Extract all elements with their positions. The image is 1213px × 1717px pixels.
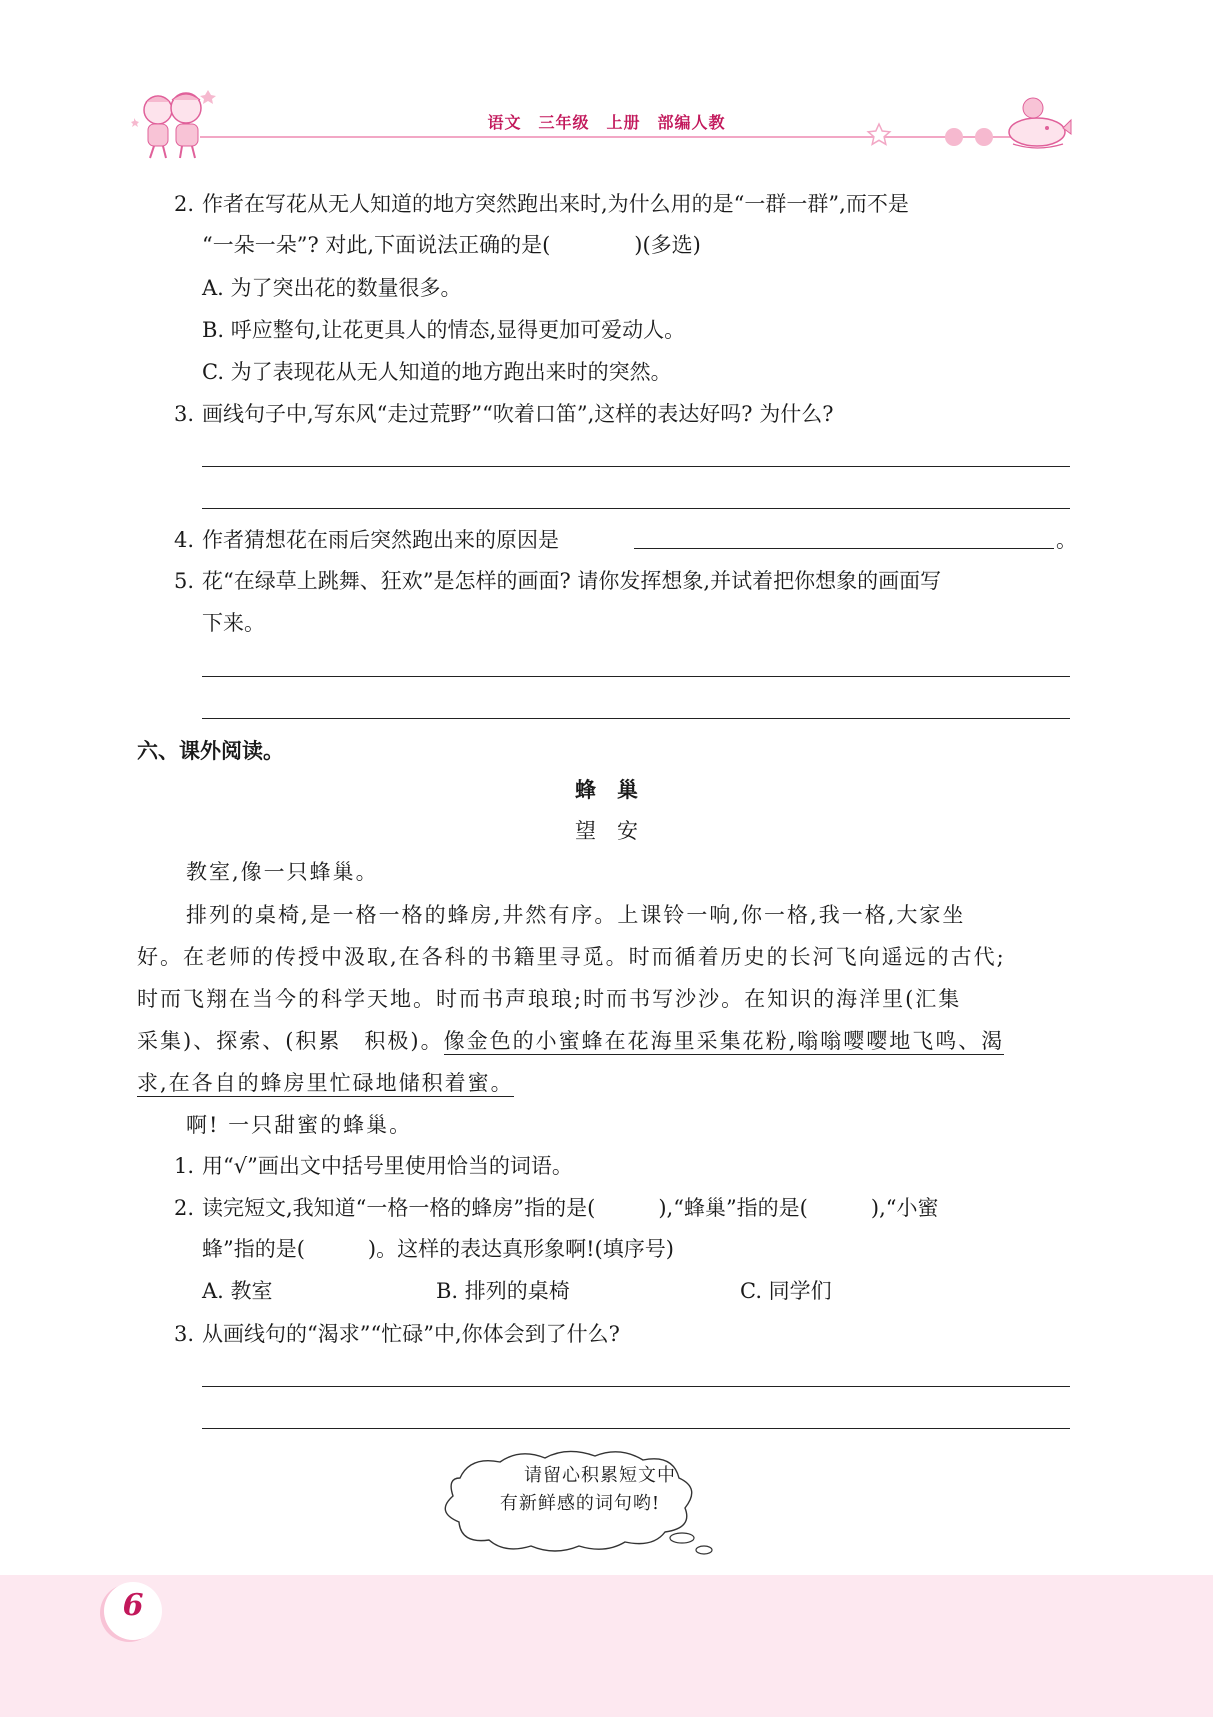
reading-question-1 <box>174 1151 573 1181</box>
question-text-cont: 蜂”指的是( )。这样的表达真形象啊!(填序号) <box>202 1237 674 1261</box>
tip-text <box>455 1462 705 1518</box>
underlined-sentence: 像金色的小蜜蜂在花海里采集花粉,嗡嗡嘤嘤地飞鸣、渴 <box>443 1029 1005 1053</box>
page-number: 6 <box>122 1588 144 1623</box>
reading-question-3 <box>174 1319 620 1349</box>
period-mark: 。 <box>1056 528 1077 552</box>
whale-illustration <box>1003 92 1073 152</box>
footer-band <box>0 1575 1213 1717</box>
question-text: 读完短文,我知道“一格一格的蜂房”指的是( ),“蜂巢”指的是( ),“小蜜 <box>202 1196 939 1220</box>
tip-line: 有新鲜感的词句哟! <box>499 1493 661 1514</box>
question-3 <box>174 399 834 429</box>
paragraph-2-cont: 时而飞翔在当今的科学天地。时而书声琅琅;时而书写沙沙。在知识的海洋里(汇集 <box>137 987 962 1011</box>
answer-line[interactable] <box>202 718 1070 719</box>
paragraph-2-cont: 好。在老师的传授中汲取,在各科的书籍里寻觅。时而循着历史的长河飞向遥远的古代; <box>137 945 1006 969</box>
answer-line[interactable] <box>202 466 1070 467</box>
answer-line[interactable] <box>202 1386 1070 1387</box>
paragraph-2: 排列的桌椅,是一格一格的蜂房,井然有序。上课铃一响,你一格,我一格,大家坐 <box>186 903 966 927</box>
header-dot <box>945 128 963 146</box>
section-heading: 六、课外阅读。 <box>137 739 284 763</box>
answer-line[interactable] <box>202 508 1070 509</box>
option-b: B. 呼应整句,让花更具人的情态,显得更加可爱动人。 <box>202 318 686 342</box>
tip-line: 请留心积累短文中 <box>524 1465 676 1486</box>
reading-question-2 <box>174 1193 938 1223</box>
paragraph-1: 教室,像一只蜂巢。 <box>186 860 379 884</box>
question-number: 3. <box>174 1322 195 1346</box>
question-text: 作者在写花从无人知道的地方突然跑出来时,为什么用的是“一群一群”,而不是 <box>202 192 909 216</box>
question-text: 花“在绿草上跳舞、狂欢”是怎样的画面? 请你发挥想象,并试着把你想象的画面写 <box>202 569 942 593</box>
question-text-cont: 下来。 <box>202 611 265 635</box>
paragraph-3: 啊! 一只甜蜜的蜂巢。 <box>186 1113 413 1137</box>
header-dot <box>975 128 993 146</box>
question-text: 画线句子中,写东风“走过荒野”“吹着口笛”,这样的表达好吗? 为什么? <box>202 402 834 426</box>
option-a: A. 教室 <box>202 1279 273 1303</box>
question-number: 4. <box>174 528 195 552</box>
question-text: 从画线句的“渴求”“忙碌”中,你体会到了什么? <box>202 1322 620 1346</box>
question-5 <box>174 566 941 596</box>
text-segment: 采集)、探索、(积累 积极)。 <box>137 1029 444 1053</box>
question-4 <box>174 525 559 555</box>
question-text: 作者猜想花在雨后突然跑出来的原因是 <box>202 528 559 552</box>
underlined-sentence: 求,在各自的蜂房里忙碌地储积着蜜。 <box>137 1071 514 1095</box>
star-icon <box>866 122 892 148</box>
answer-line[interactable] <box>202 676 1070 677</box>
option-b: B. 排列的桌椅 <box>436 1279 570 1303</box>
header-divider <box>200 136 1060 138</box>
option-c: C. 同学们 <box>740 1279 832 1303</box>
question-text: 用“√”画出文中括号里使用恰当的词语。 <box>202 1154 573 1178</box>
answer-blank[interactable] <box>634 548 1054 549</box>
question-text-cont: “一朵一朵”? 对此,下面说法正确的是( )(多选) <box>202 233 701 257</box>
question-number: 2. <box>174 192 195 216</box>
question-number: 5. <box>174 569 195 593</box>
question-number: 1. <box>174 1154 195 1178</box>
question-2 <box>174 189 909 219</box>
option-a: A. 为了突出花的数量很多。 <box>202 276 462 300</box>
article-title: 蜂 巢 <box>575 778 638 802</box>
question-number: 2. <box>174 1196 195 1220</box>
header-title: 语文 三年级 上册 部编人教 <box>487 113 726 132</box>
answer-line[interactable] <box>202 1428 1070 1429</box>
article-author: 望 安 <box>575 819 638 843</box>
paragraph-2-cont <box>137 1068 514 1098</box>
option-c: C. 为了表现花从无人知道的地方跑出来时的突然。 <box>202 360 672 384</box>
question-number: 3. <box>174 402 195 426</box>
paragraph-2-cont <box>137 1026 1004 1056</box>
